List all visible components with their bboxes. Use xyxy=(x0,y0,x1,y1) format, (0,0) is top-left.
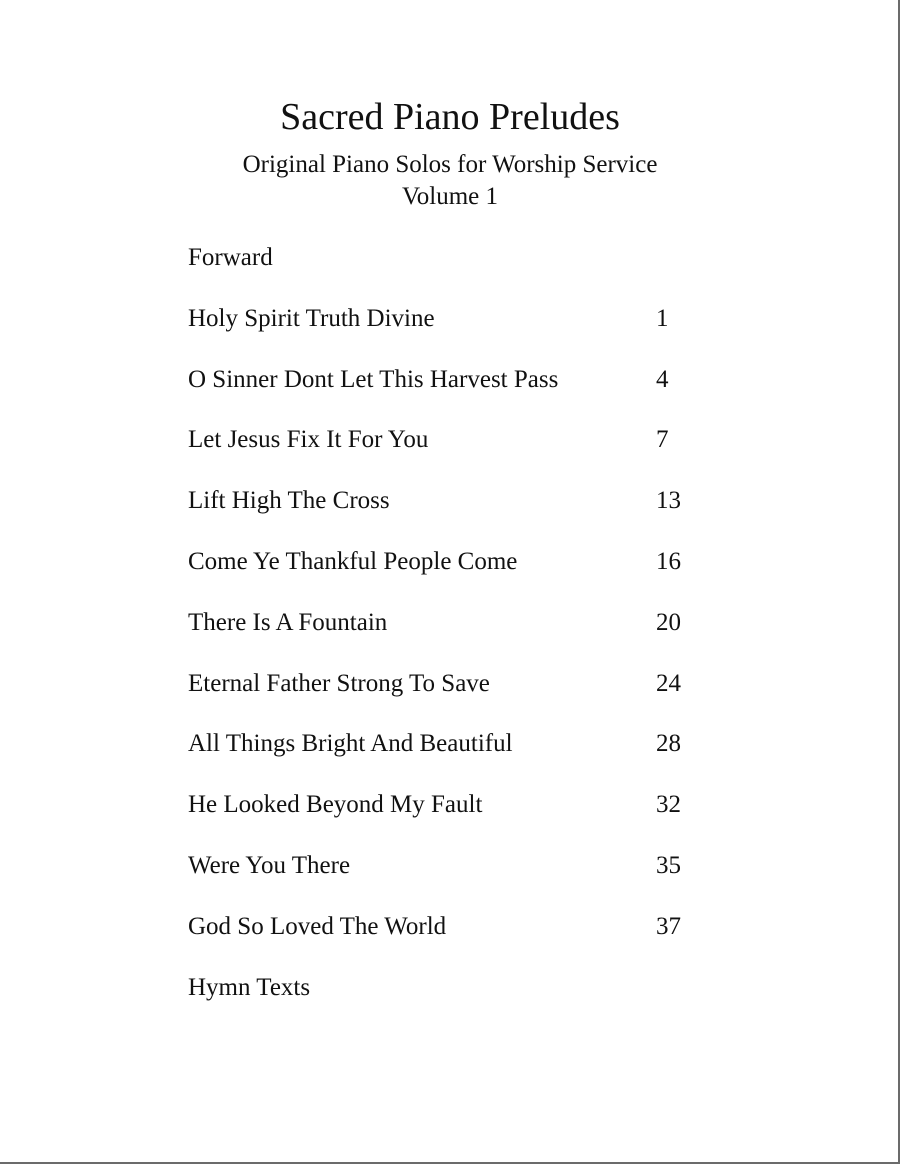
toc-entry-page: 28 xyxy=(656,730,681,758)
toc-entry xyxy=(188,911,708,972)
toc-entry-title: Hymn Texts xyxy=(188,973,311,1001)
toc-entry-title: Forward xyxy=(188,244,273,271)
toc-entry xyxy=(188,364,708,425)
volume-label: Volume 1 xyxy=(401,183,499,210)
toc-entry-page: 7 xyxy=(656,426,669,454)
toc-entry xyxy=(188,607,708,668)
toc-entry-title: Holy Spirit Truth Divine xyxy=(188,304,435,332)
toc-entry-title: There Is A Fountain xyxy=(188,608,388,636)
toc-entry-title: All Things Bright And Beautiful xyxy=(188,730,513,758)
toc-entry-page: 35 xyxy=(656,851,681,879)
toc-entry-page: 13 xyxy=(656,487,681,515)
toc-entry-title: Come Ye Thankful People Come xyxy=(188,547,518,575)
toc-entry-title: He Looked Beyond My Fault xyxy=(188,791,483,819)
toc-entry xyxy=(188,972,708,1033)
toc-entry-title: God So Loved The World xyxy=(188,912,447,940)
toc-entry xyxy=(188,668,708,729)
toc-entry xyxy=(188,485,708,546)
toc-entry xyxy=(188,303,708,364)
toc-entry-title: Let Jesus Fix It For You xyxy=(188,426,429,454)
toc-entry-page: 37 xyxy=(656,912,681,940)
toc-entry-page: 1 xyxy=(656,304,669,332)
toc-entry-page: 20 xyxy=(656,608,681,636)
toc-entry xyxy=(188,789,708,850)
toc-entry xyxy=(188,242,708,303)
toc-entry-page: 4 xyxy=(656,365,669,393)
toc-entry xyxy=(188,850,708,911)
toc-entry xyxy=(188,424,708,485)
toc-entry-title: O Sinner Dont Let This Harvest Pass xyxy=(188,365,559,393)
toc-entry-page: 16 xyxy=(656,547,681,575)
toc-entry-title: Lift High The Cross xyxy=(188,487,390,515)
page-subtitle: Original Piano Solos for Worship Service xyxy=(242,151,658,178)
toc-entry-title: Were You There xyxy=(188,851,351,879)
toc-entry-title: Eternal Father Strong To Save xyxy=(188,669,490,697)
toc-entry-page: 24 xyxy=(656,669,681,697)
table-of-contents xyxy=(188,242,708,1032)
toc-entry-page: 32 xyxy=(656,791,681,819)
toc-entry xyxy=(188,546,708,607)
toc-entry xyxy=(188,728,708,789)
page-title: Sacred Piano Preludes xyxy=(280,96,620,138)
